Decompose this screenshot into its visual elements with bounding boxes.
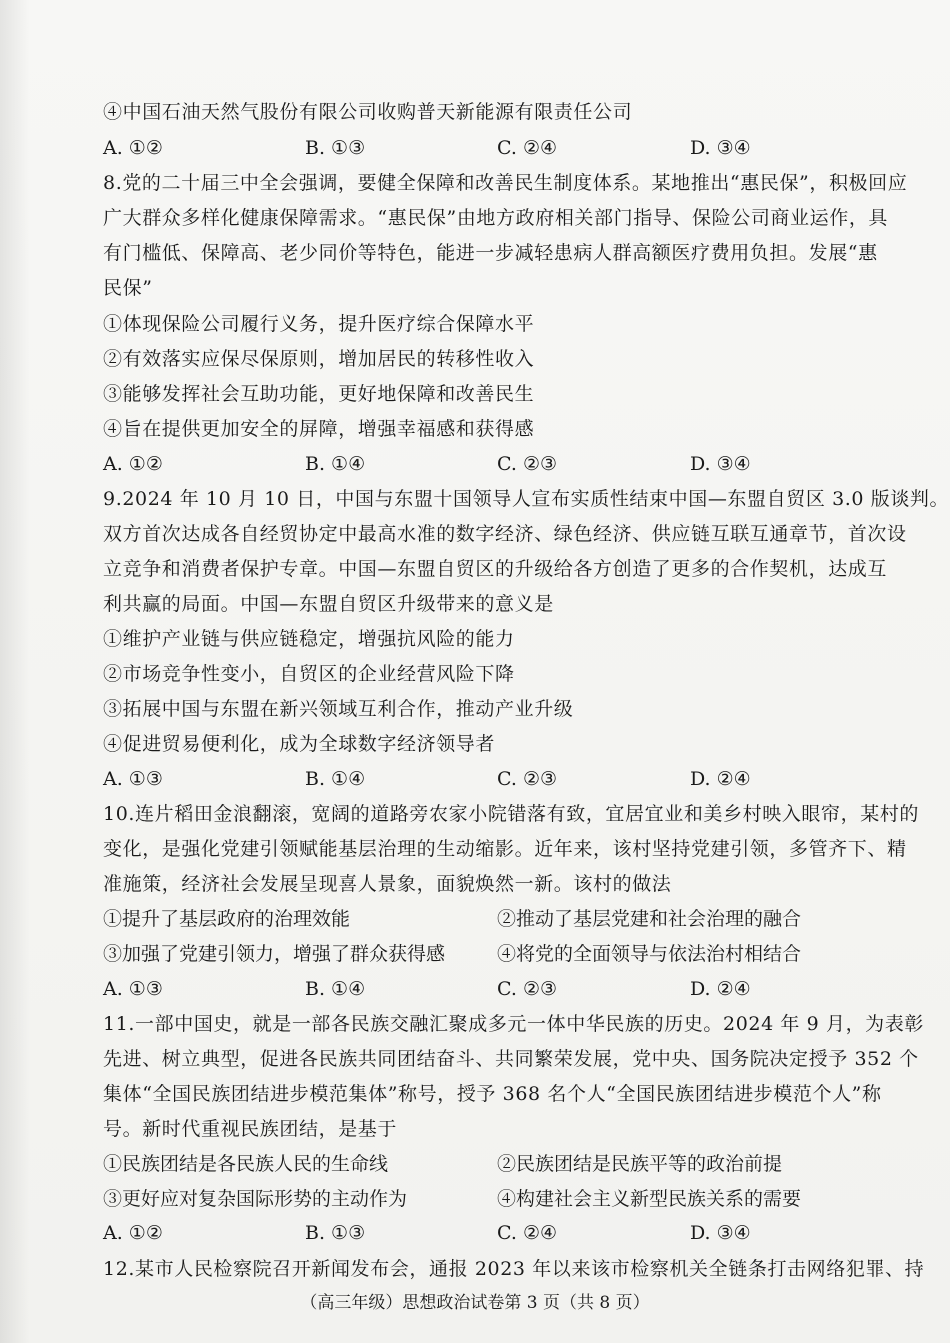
q9-stem-line: 利共赢的局面。中国—东盟自贸区升级带来的意义是 [103,593,554,615]
q8-stem-line: 广大群众多样化健康保障需求。“惠民保”由地方政府相关部门指导、保险公司商业运作，具 [103,207,889,229]
q9-answer-d: D. ②④ [690,768,751,790]
q10-stem-line: 10.连片稻田金浪翻滚，宽阔的道路旁农家小院错落有致，宜居宜业和美乡村映入眼帘，某村的 [103,803,920,825]
q10-item-4: ④将党的全面领导与依法治村相结合 [497,943,802,965]
q7-answer-d: D. ③④ [690,137,751,159]
q8-stem-line: 民保” [103,277,153,299]
q8-item-3: ③能够发挥社会互助功能，更好地保障和改善民生 [103,383,535,405]
q12-stem-line: 12.某市人民检察院召开新闻发布会，通报 2023 年以来该市检察机关全链条打击网络犯罪、持 [103,1258,925,1280]
q11-item-3: ③更好应对复杂国际形势的主动作为 [103,1188,408,1210]
q11-stem-line: 号。新时代重视民族团结，是基于 [103,1118,398,1140]
scan-edge-shadow [0,0,30,1343]
q9-stem-line: 立竞争和消费者保护专章。中国—东盟自贸区的升级给各方创造了更多的合作契机，达成互 [103,558,888,580]
q10-answer-c: C. ②③ [497,978,558,1000]
q8-stem-line: 8.党的二十届三中全会强调，要健全保障和改善民生制度体系。某地推出“惠民保”，积极回应 [103,172,908,194]
q7-answer-c: C. ②④ [497,137,558,159]
q11-answer-d: D. ③④ [690,1222,751,1244]
q9-item-4: ④促进贸易便利化，成为全球数字经济领导者 [103,733,496,755]
q11-stem-line: 11.一部中国史，就是一部各民族交融汇聚成多元一体中华民族的历史。2024 年 9 月，为表彰 [103,1013,924,1035]
q10-stem-line: 变化，是强化党建引领赋能基层治理的生动缩影。近年来，该村坚持党建引领，多管齐下、精 [103,838,907,860]
q11-stem-line: 集体“全国民族团结进步模范集体”称号，授予 368 名个人“全国民族团结进步模范个人”称 [103,1083,882,1105]
q8-answer-d: D. ③④ [690,453,751,475]
q11-answer-c: C. ②④ [497,1222,558,1244]
q8-answer-c: C. ②③ [497,453,558,475]
q11-item-4: ④构建社会主义新型民族关系的需要 [497,1188,802,1210]
q10-stem-line: 准施策，经济社会发展呈现喜人景象，面貌焕然一新。该村的做法 [103,873,672,895]
q10-answer-a: A. ①③ [103,978,163,1000]
q9-item-3: ③拓展中国与东盟在新兴领域互利合作，推动产业升级 [103,698,574,720]
q7-answer-a: A. ①② [103,137,163,159]
q10-answer-b: B. ①④ [305,978,366,1000]
q9-stem-line: 9.2024 年 10 月 10 日，中国与东盟十国领导人宣布实质性结束中国—东盟自贸区 3.0 版谈判。 [103,488,950,510]
q7-answer-b: B. ①③ [305,137,366,159]
q10-item-1: ①提升了基层政府的治理效能 [103,908,351,930]
q9-item-1: ①维护产业链与供应链稳定，增强抗风险的能力 [103,628,515,650]
q8-item-4: ④旨在提供更加安全的屏障，增强幸福感和获得感 [103,418,535,440]
q8-answer-b: B. ①④ [305,453,366,475]
q9-item-2: ②市场竞争性变小，自贸区的企业经营风险下降 [103,663,515,685]
q8-answer-a: A. ①② [103,453,163,475]
q8-item-1: ①体现保险公司履行义务，提升医疗综合保障水平 [103,313,535,335]
q10-answer-d: D. ②④ [690,978,751,1000]
q9-stem-line: 双方首次达成各自经贸协定中最高水准的数字经济、绿色经济、供应链互联互通章节，首次设 [103,523,907,545]
page-footer: （高三年级）思想政治试卷第 3 页（共 8 页） [300,1293,650,1313]
q11-item-2: ②民族团结是民族平等的政治前提 [497,1153,783,1175]
q10-item-3: ③加强了党建引领力，增强了群众获得感 [103,943,446,965]
q9-answer-b: B. ①④ [305,768,366,790]
q10-item-2: ②推动了基层党建和社会治理的融合 [497,908,802,930]
q8-stem-line: 有门槛低、保障高、老少同价等特色，能进一步减轻患病人群高额医疗费用负担。发展“惠 [103,242,878,264]
q11-item-1: ①民族团结是各民族人民的生命线 [103,1153,389,1175]
q9-answer-c: C. ②③ [497,768,558,790]
q11-answer-a: A. ①② [103,1222,163,1244]
q8-item-2: ②有效落实应保尽保原则，增加居民的转移性收入 [103,348,535,370]
q11-answer-b: B. ①③ [305,1222,366,1244]
q11-stem-line: 先进、树立典型，促进各民族共同团结奋斗、共同繁荣发展，党中央、国务院决定授予 352 个 [103,1048,919,1070]
q7-item-4: ④中国石油天然气股份有限公司收购普天新能源有限责任公司 [103,101,633,123]
q9-answer-a: A. ①③ [103,768,163,790]
